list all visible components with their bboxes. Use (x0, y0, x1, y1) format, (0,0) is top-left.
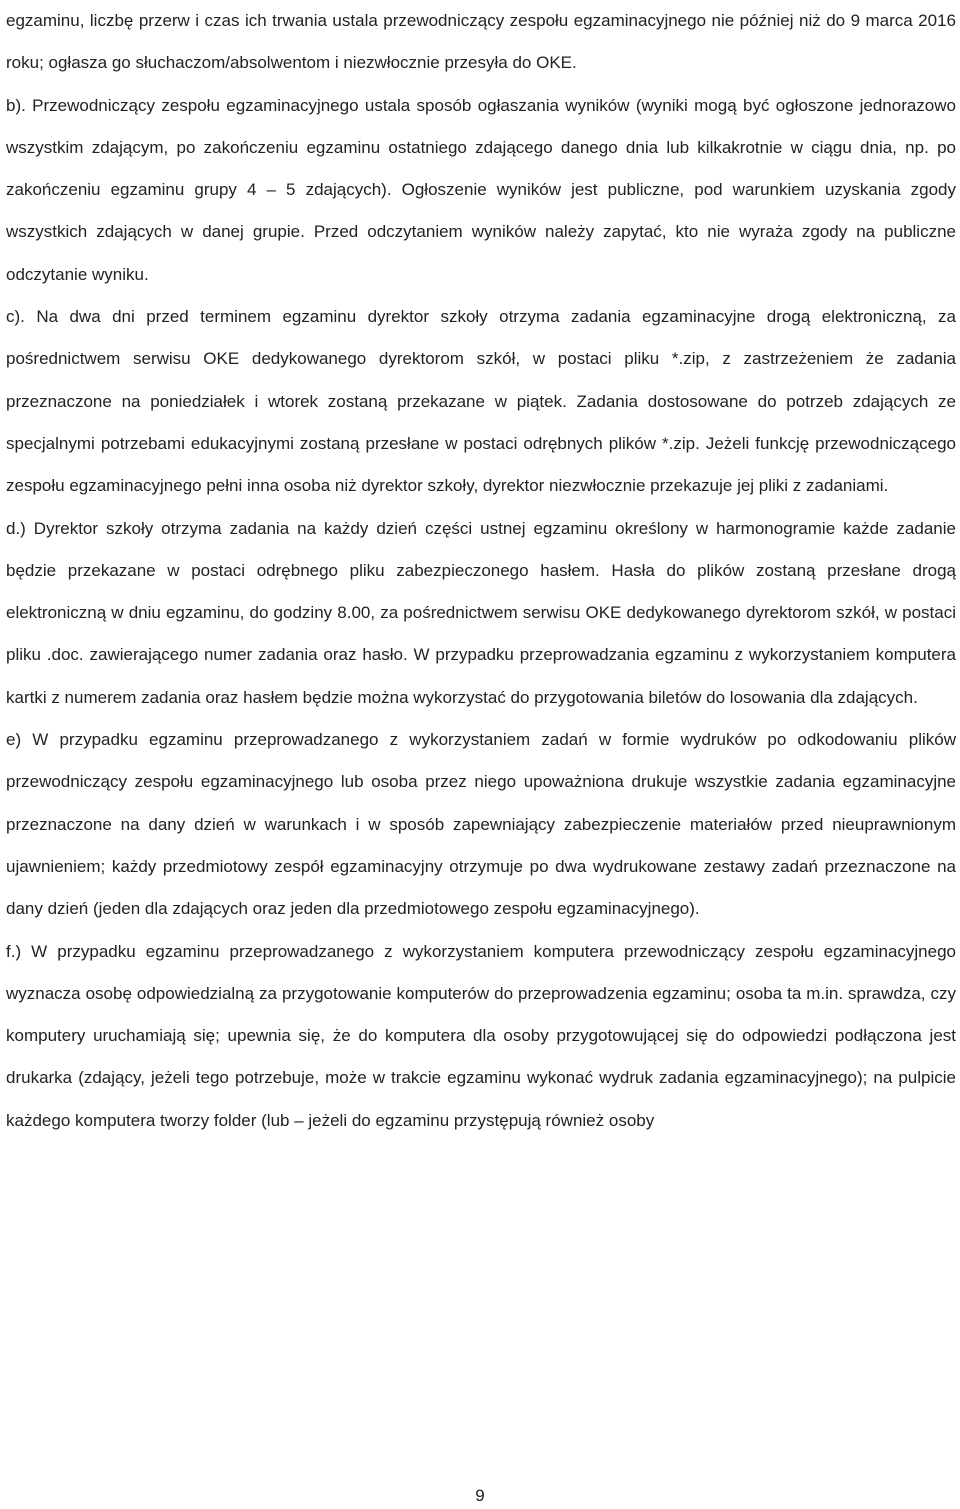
page-number: 9 (475, 1486, 485, 1505)
paragraph-b-results-announcement: b). Przewodniczący zespołu egzaminacyjnego ustala sposób ogłaszania wyników (wyniki mogą być ogłoszone jednorazowo wszystkim zdającym, po zakończeniu egzaminu ostatniego zdającego danego dnia lub kilkakrotnie w ciągu dnia, np. po zakończeniu egzaminu grupy 4 – 5 zdających). Ogłoszenie wyników jest publiczne, pod warunkiem uzyskania zgody wszystkich zdających w danej grupie. Przed odczytaniem wyników należy zapytać, kto nie wyraża zgody na publiczne odczytanie wyniku. (6, 95, 956, 284)
paragraph-e-printed-tasks: e) W przypadku egzaminu przeprowadzanego z wykorzystaniem zadań w formie wydruków po odkodowaniu plików przewodniczący zespołu egzaminacyjnego lub osoba przez niego upoważniona drukuje wszystkie zadania egzaminacyjne przeznaczone na dany dzień w warunkach i w sposób zapewniający zabezpieczenie materiałów przed nieuprawnionym ujawnieniem; każdy przedmiotowy zespół egzaminacyjny otrzymuje po dwa wydrukowane zestawy zadań przeznaczone na dany dzień (jeden dla zdających oraz jeden dla przedmiotowego zespołu egzaminacyjnego). (6, 730, 956, 919)
paragraph-d-daily-tasks-passwords: d.) Dyrektor szkoły otrzyma zadania na każdy dzień części ustnej egzaminu określony w harmonogramie każde zadanie będzie przekazane w postaci odrębnego pliku zabezpieczonego hasłem. Hasła do plików zostaną przesłane drogą elektroniczną w dniu egzaminu, do godziny 8.00, za pośrednictwem serwisu OKE dedykowanego dyrektorom szkół, w postaci pliku .doc. zawierającego numer zadania oraz hasło. W przypadku przeprowadzania egzaminu z wykorzystaniem komputera kartki z numerem zadania oraz hasłem będzie można wykorzystać do przygotowania biletów do losowania dla zdających. (6, 518, 956, 707)
paragraph-exam-breaks: egzaminu, liczbę przerw i czas ich trwania ustala przewodniczący zespołu egzaminacyjnego nie później niż do 9 marca 2016 roku; ogłasza go słuchaczom/absolwentom i niezwłocznie przesyła do OKE. (6, 11, 956, 73)
paragraph-c-exam-tasks-delivery: c). Na dwa dni przed terminem egzaminu dyrektor szkoły otrzyma zadania egzaminacyjne drogą elektroniczną, za pośrednictwem serwisu OKE dedykowanego dyrektorom szkół, w postaci pliku *.zip, z zastrzeżeniem że zadania przeznaczone na poniedziałek i wtorek zostaną przekazane w piątek. Zadania dostosowane do potrzeb zdających ze specjalnymi potrzebami edukacyjnymi zostaną przesłane w postaci odrębnych plików *.zip. Jeżeli funkcję przewodniczącego zespołu egzaminacyjnego pełni inna osoba niż dyrektor szkoły, dyrektor niezwłocznie przekazuje jej pliki z zadaniami. (6, 307, 956, 496)
paragraph-f-computer-exam: f.) W przypadku egzaminu przeprowadzanego z wykorzystaniem komputera przewodniczący zespołu egzaminacyjnego wyznacza osobę odpowiedzialną za przygotowanie komputerów do przeprowadzenia egzaminu; osoba ta m.in. sprawdza, czy komputery uruchamiają się; upewnia się, że do komputera dla osoby przygotowującej się do odpowiedzi podłączona jest drukarka (zdający, jeżeli tego potrzebuje, może w trakcie egzaminu wykonać wydruk zadania egzaminacyjnego); na pulpicie każdego komputera tworzy folder (lub – jeżeli do egzaminu przystępują również osoby (6, 941, 956, 1130)
document-body (6, 0, 956, 1142)
